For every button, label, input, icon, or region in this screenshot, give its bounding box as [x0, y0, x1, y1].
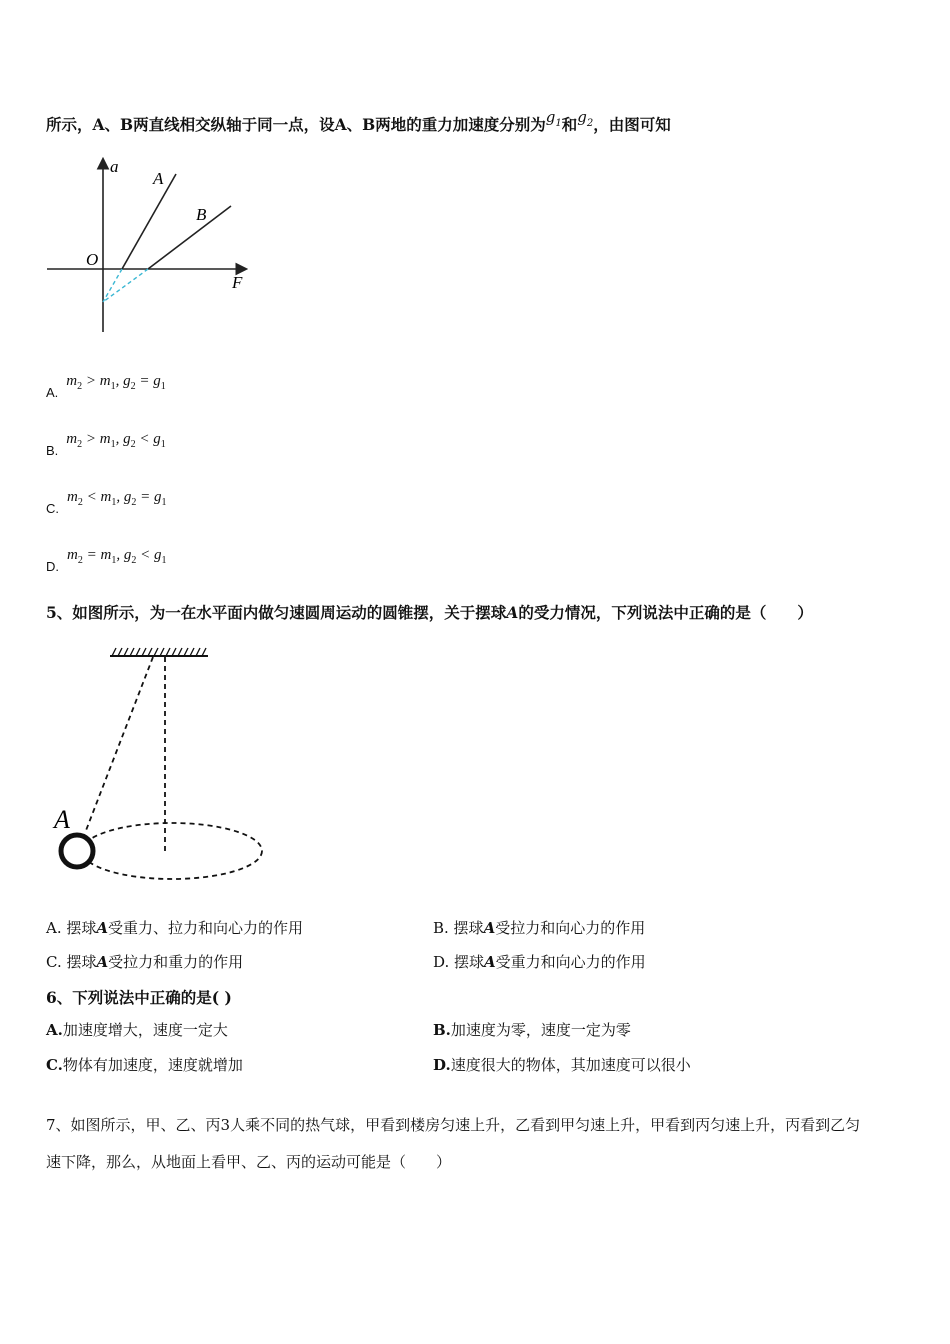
- q6-stem: 6、下列说法中正确的是( ): [46, 988, 232, 1007]
- line-b-extension: [103, 269, 148, 302]
- q4-option-d[interactable]: [46, 544, 167, 574]
- ceiling-hatching: [112, 648, 206, 656]
- q6-option-a[interactable]: A.加速度增大，速度一定大: [46, 1021, 228, 1039]
- q4-graph: [40, 150, 260, 340]
- line-a-extension: [103, 269, 122, 302]
- q5-pendulum-figure: [50, 640, 280, 890]
- formula: $m_2 < m_1$, $g_2 = g_1$: [67, 489, 167, 508]
- pendulum-ball: [61, 835, 93, 867]
- formula: $m_2 = m_1$, $g_2 < g_1$: [67, 547, 167, 566]
- line-b: [148, 206, 231, 269]
- q4-intro-tail: ，由图可知: [593, 115, 671, 134]
- line-a-label: A: [153, 169, 164, 188]
- option-letter: C.: [46, 501, 59, 516]
- q4-option-b[interactable]: [46, 428, 166, 458]
- q5-stem-symbol: A: [506, 603, 519, 622]
- line-b-label: B: [196, 205, 207, 224]
- q5-option-c[interactable]: C. 摆球A受拉力和重力的作用: [46, 953, 244, 971]
- q4-intro-text: 所示，A、B两直线相交纵轴于同一点，设A、B两地的重力加速度分别为: [46, 115, 546, 134]
- q4-intro: [46, 108, 671, 137]
- option-letter: A.: [46, 385, 59, 400]
- axis-y-label: a: [110, 157, 119, 176]
- pendulum-string: [85, 657, 153, 833]
- formula: $m_2 > m_1$, $g_2 = g_1$: [66, 373, 166, 392]
- q4-option-c[interactable]: [46, 486, 167, 516]
- q6-option-b[interactable]: B.加速度为零，速度一定为零: [433, 1021, 631, 1039]
- q5-stem: 5、如图所示，为一在水平面内做匀速圆周运动的圆锥摆，关于摆球A的受力情况，下列说法中正确的是（ ）: [46, 603, 813, 622]
- q6-option-c[interactable]: C.物体有加速度，速度就增加: [46, 1056, 243, 1074]
- g1-symbol: $g_1$: [545, 108, 562, 129]
- q5-option-d[interactable]: D. 摆球A受重力和向心力的作用: [433, 953, 646, 971]
- q6-option-d[interactable]: D.速度很大的物体，其加速度可以很小: [433, 1056, 691, 1074]
- axis-x-label: F: [232, 273, 243, 292]
- q7-stem-line2: 速下降，那么，从地面上看甲、乙、丙的运动可能是（ ）: [46, 1153, 452, 1171]
- q4-option-a[interactable]: [46, 370, 166, 400]
- ball-label: A: [54, 805, 70, 834]
- g2-symbol: $g_2$: [577, 108, 594, 129]
- q7-stem-line1: 7、如图所示，甲、乙、丙3人乘不同的热气球，甲看到楼房匀速上升，乙看到甲匀速上升，甲看到丙匀速上升，丙看到乙匀: [46, 1116, 861, 1134]
- circular-path: [82, 823, 262, 879]
- q5-option-a[interactable]: A. 摆球A受重力、拉力和向心力的作用: [46, 919, 304, 937]
- option-letter: D.: [46, 559, 59, 574]
- formula: $m_2 > m_1$, $g_2 < g_1$: [66, 431, 166, 450]
- q4-and: 和: [561, 115, 578, 134]
- origin-label: O: [86, 250, 99, 269]
- q5-option-b[interactable]: B. 摆球A受拉力和向心力的作用: [433, 919, 646, 937]
- option-letter: B.: [46, 443, 59, 458]
